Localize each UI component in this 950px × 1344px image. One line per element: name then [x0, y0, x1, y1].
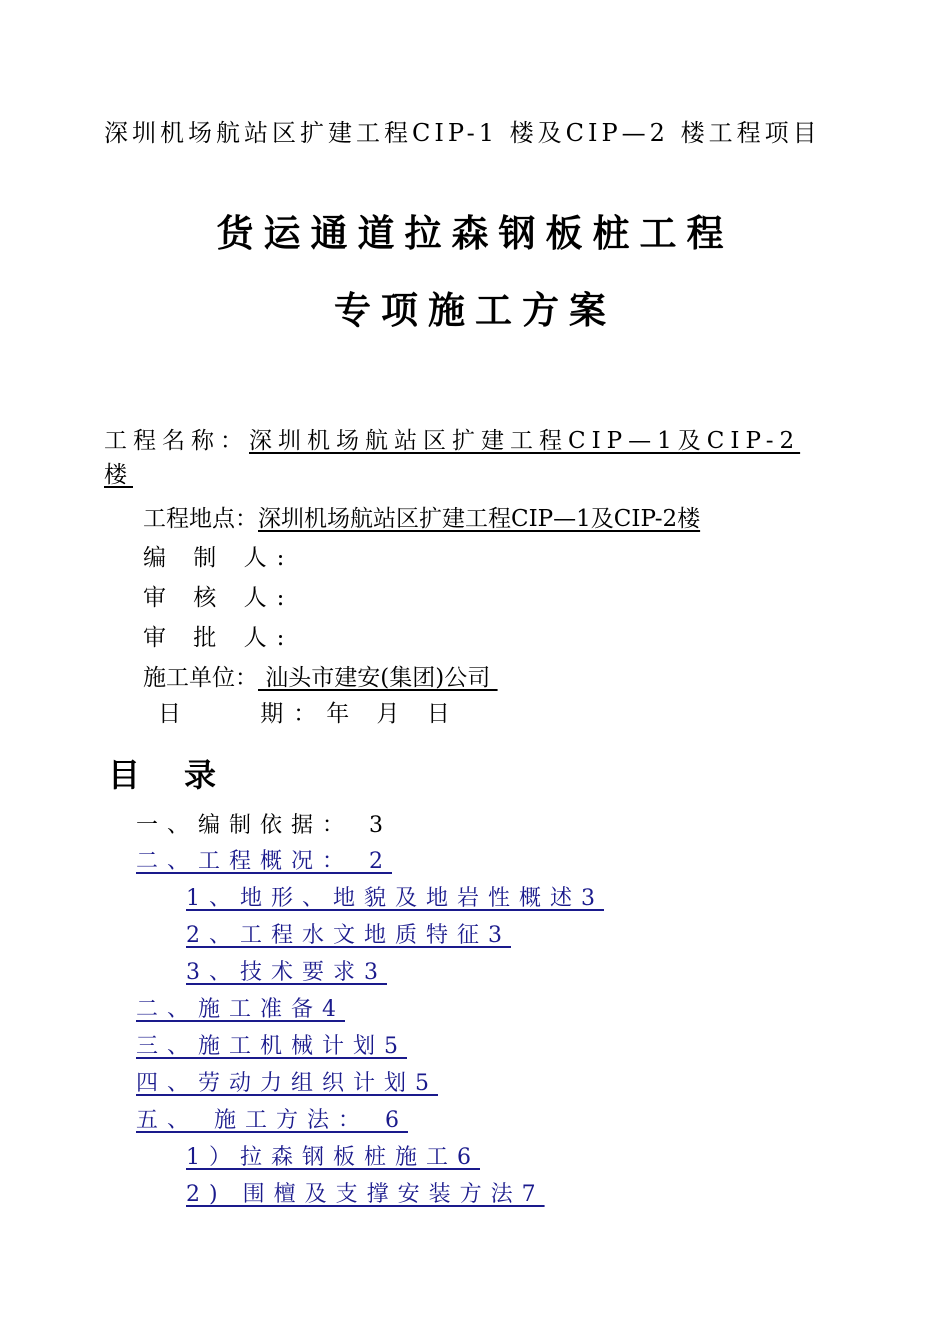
toc-item[interactable]: 2) 围檀及支撑安装方法7 [186, 1182, 545, 1207]
project-location-row [143, 502, 700, 536]
date-label: 日 期： [158, 701, 327, 727]
toc-item: 一、编制依据： 3 [136, 813, 392, 838]
reviewer-label: 审 核 人: [143, 585, 295, 611]
approver-label: 审 批 人: [143, 625, 295, 651]
construction-unit-label: 施工单位： [143, 665, 258, 691]
construction-unit-value: 汕头市建安(集团)公司 [258, 665, 498, 691]
document-title-line-1: 货运通道拉森钢板桩工程 [216, 211, 734, 255]
document-title-line-2: 专项施工方案 [334, 288, 616, 332]
toc-item[interactable]: 2、工程水文地质特征3 [186, 923, 511, 948]
toc-item[interactable]: 3、技术要求3 [186, 960, 387, 985]
toc-item[interactable]: 二、工程概况： 2 [136, 849, 392, 874]
project-name-label: 工程名称： [104, 428, 249, 454]
editor-label: 编 制 人: [143, 545, 295, 571]
project-name-row [104, 424, 814, 492]
date-row [158, 697, 460, 731]
toc-item[interactable]: 三、施工机械计划5 [136, 1034, 407, 1059]
construction-unit-row [143, 661, 498, 695]
date-value: 年 月 日 [326, 701, 460, 727]
toc-item[interactable]: 四、劳动力组织计划5 [136, 1071, 438, 1096]
project-location-value: 深圳机场航站区扩建工程CIP—1及CIP-2楼 [258, 506, 701, 532]
toc-item[interactable]: 1、地形、地貌及地岩性概述3 [186, 886, 604, 911]
toc-item[interactable]: 二、施工准备4 [136, 997, 345, 1022]
toc-item[interactable]: 五、 施工方法： 6 [136, 1108, 408, 1133]
toc-item[interactable]: 1）拉森钢板桩施工6 [186, 1145, 480, 1170]
project-subtitle: 深圳机场航站区扩建工程CIP-1 楼及CIP—2 楼工程项目 [104, 119, 821, 147]
toc-title: 目录 [108, 756, 261, 794]
project-location-label: 工程地点： [143, 506, 258, 532]
project-name-value: 深圳机场航站区扩建工程CIP—1及CIP-2楼 [104, 428, 801, 488]
